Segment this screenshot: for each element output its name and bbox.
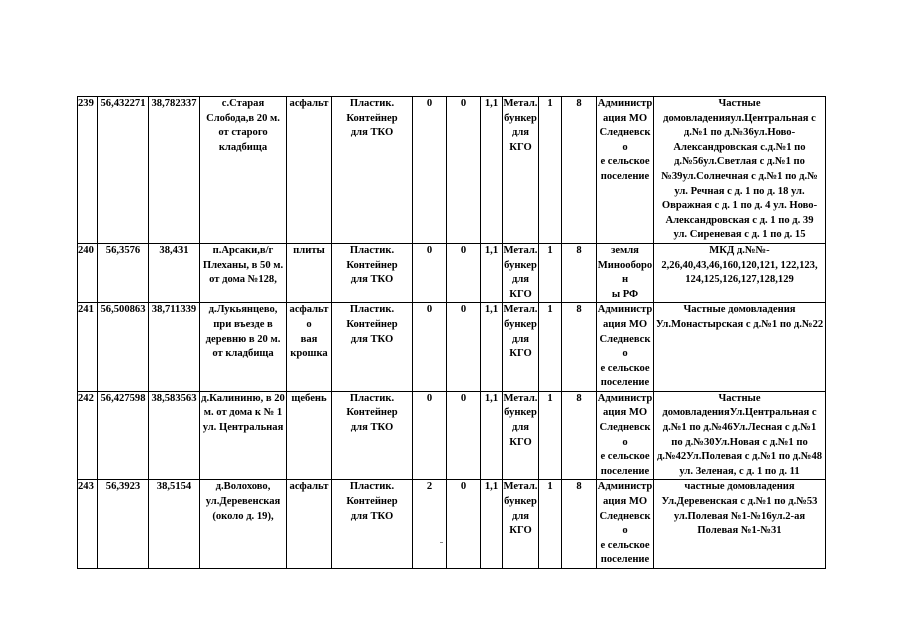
waste-sources-cell: Частные домовладенияУл.Центральная с д.№1 по д.№46Ул.Лесная с д.№1 по д.№30Ул.Новая с д.№1 по д.№42Ул.Полевая с д.№1 по д.№48 ул. Зеленая, с д. 1 по д. 11	[654, 391, 826, 480]
owner-cell: Администр ация МО Следневско е сельское поселение	[597, 303, 654, 392]
kgo-volume-cell: 8	[562, 97, 597, 244]
waste-site-registry-table	[77, 96, 826, 569]
row-number-cell: 241	[78, 303, 98, 392]
surface-cell: асфальт	[287, 480, 332, 569]
surface-cell: щебень	[287, 391, 332, 480]
table-row	[78, 303, 826, 392]
kgo-volume-cell: 8	[562, 243, 597, 302]
kgo-count-cell: 1	[539, 243, 562, 302]
container-type-cell: Пластик. Контейнер для ТКО	[332, 97, 413, 244]
kgo-bunker-cell: Метал. бункер для КГО	[503, 303, 539, 392]
container-count-a-cell: 0	[413, 303, 447, 392]
kgo-count-cell: 1	[539, 97, 562, 244]
kgo-count-cell: 1	[539, 391, 562, 480]
container-count-b-cell: 0	[447, 303, 481, 392]
kgo-count-cell: 1	[539, 480, 562, 569]
kgo-volume-cell: 8	[562, 391, 597, 480]
latitude-cell: 56,3923	[98, 480, 149, 569]
row-number-cell: 243	[78, 480, 98, 569]
container-type-cell: Пластик. Контейнер для ТКО	[332, 303, 413, 392]
container-volume-cell: 1,1	[481, 303, 503, 392]
table-row	[78, 391, 826, 480]
kgo-volume-cell: 8	[562, 480, 597, 569]
kgo-bunker-cell: Метал. бункер для КГО	[503, 243, 539, 302]
waste-sources-cell: МКД д.№№- 2,26,40,43,46,160,120,121, 122,123, 124,125,126,127,128,129	[654, 243, 826, 302]
location-cell: п.Арсаки,в/г Плеханы, в 50 м. от дома №128,	[200, 243, 287, 302]
container-volume-cell: 1,1	[481, 391, 503, 480]
container-type-cell: Пластик. Контейнер для ТКО	[332, 243, 413, 302]
row-number-cell: 242	[78, 391, 98, 480]
surface-cell: плиты	[287, 243, 332, 302]
location-cell: с.Старая Слобода,в 20 м. от старого кладбища	[200, 97, 287, 244]
longitude-cell: 38,583563	[149, 391, 200, 480]
longitude-cell: 38,5154	[149, 480, 200, 569]
table-row	[78, 97, 826, 244]
kgo-volume-cell: 8	[562, 303, 597, 392]
kgo-count-cell: 1	[539, 303, 562, 392]
container-count-a-cell: 0	[413, 97, 447, 244]
location-cell: д.Калининю, в 20 м. от дома к № 1 ул. Центральная	[200, 391, 287, 480]
table-row	[78, 243, 826, 302]
container-volume-cell: 1,1	[481, 480, 503, 569]
row-number-cell: 239	[78, 97, 98, 244]
row-number-cell: 240	[78, 243, 98, 302]
table-row	[78, 480, 826, 569]
kgo-bunker-cell: Метал. бункер для КГО	[503, 391, 539, 480]
table-body	[78, 97, 826, 569]
longitude-cell: 38,782337	[149, 97, 200, 244]
kgo-bunker-cell: Метал. бункер для КГО	[503, 480, 539, 569]
scan-speck	[440, 542, 443, 543]
location-cell: д.Лукьянцево, при въезде в деревню в 20 м. от кладбища	[200, 303, 287, 392]
waste-sources-cell: Частные домовладения Ул.Монастырская с д.№1 по д.№22	[654, 303, 826, 392]
surface-cell: асфальт	[287, 97, 332, 244]
container-count-b-cell: 0	[447, 480, 481, 569]
latitude-cell: 56,427598	[98, 391, 149, 480]
container-count-b-cell: 0	[447, 243, 481, 302]
owner-cell: Администр ация МО Следневско е сельское поселение	[597, 480, 654, 569]
container-count-b-cell: 0	[447, 97, 481, 244]
owner-cell: Администр ация МО Следневско е сельское поселение	[597, 97, 654, 244]
kgo-bunker-cell: Метал. бункер для КГО	[503, 97, 539, 244]
container-count-b-cell: 0	[447, 391, 481, 480]
container-type-cell: Пластик. Контейнер для ТКО	[332, 480, 413, 569]
latitude-cell: 56,500863	[98, 303, 149, 392]
latitude-cell: 56,432271	[98, 97, 149, 244]
owner-cell: Администр ация МО Следневско е сельское поселение	[597, 391, 654, 480]
document-sheet	[77, 96, 825, 569]
latitude-cell: 56,3576	[98, 243, 149, 302]
container-count-a-cell: 0	[413, 391, 447, 480]
container-count-a-cell: 0	[413, 243, 447, 302]
surface-cell: асфальто вая крошка	[287, 303, 332, 392]
container-volume-cell: 1,1	[481, 97, 503, 244]
waste-sources-cell: частные домовладения Ул.Деревенская с д.№1 по д.№53 ул.Полевая №1-№16ул.2-ая Полевая №1-№31	[654, 480, 826, 569]
longitude-cell: 38,431	[149, 243, 200, 302]
location-cell: д.Волохово, ул.Деревенская (около д. 19),	[200, 480, 287, 569]
container-type-cell: Пластик. Контейнер для ТКО	[332, 391, 413, 480]
owner-cell: земля Минооборон ы РФ	[597, 243, 654, 302]
container-volume-cell: 1,1	[481, 243, 503, 302]
longitude-cell: 38,711339	[149, 303, 200, 392]
waste-sources-cell: Частные домовладенияул.Центральная с д.№1 по д.№36ул.Ново- Александровская с.д.№1 по д.№56ул.Светлая с д.№1 по №39ул.Солнечная с д.№1 по д.№ ул. Речная с д. 1 по д. 18 ул. Овражная с д. 1 по д. 4 ул. Ново- Александровская с д. 1 по д. 39 ул. Сиреневая с д. 1 по д. 15	[654, 97, 826, 244]
container-count-a-cell: 2	[413, 480, 447, 569]
